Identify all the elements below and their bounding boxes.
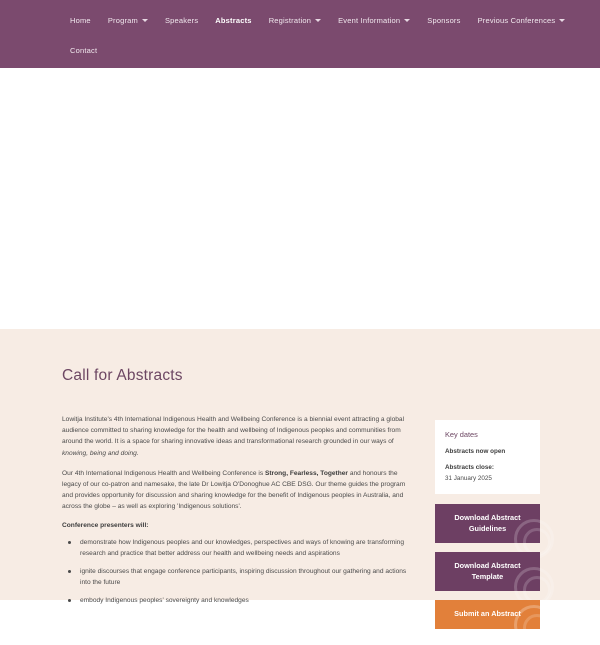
paragraph-text-end: . [136, 449, 139, 457]
nav-item-program[interactable] [108, 16, 148, 25]
button-label: Submit an Abstract [454, 609, 521, 618]
list-item: ignite discourses that engage conference participants, inspiring discussion throughout our gathering and actions into the future [62, 566, 415, 588]
list-item: embody Indigenous peoples' sovereignty and knowledges [62, 595, 415, 606]
nav-item-previous-conferences[interactable] [478, 16, 566, 25]
main-navigation [0, 0, 600, 59]
chevron-down-icon [315, 19, 321, 22]
key-dates-close-date: 31 January 2025 [445, 475, 492, 482]
page-title: Call for Abstracts [62, 367, 183, 384]
paragraph-text-end: and honours the legacy of our co-patron and namesake, the late Dr Lowitja O'Donoghue AC CBE DSG. Our theme guides the program and provides opportunity for discussion and sharing knowledge for the benefit of Indigenous peoples in Australia, and across the globe – as well as exploring 'Indigenous solutions'. [62, 469, 406, 511]
presenters-lead-in: Conference presenters will: [62, 521, 149, 529]
button-label: Download Abstract Template [454, 561, 521, 581]
presenters-list [62, 537, 415, 607]
nav-item-label: Speakers [164, 15, 199, 25]
paragraph-italic-text: knowing, being and doing [62, 449, 137, 457]
nav-item-label: Event Information [338, 15, 401, 25]
download-abstract-template-button[interactable] [435, 552, 540, 591]
circles-decoration-icon [514, 605, 554, 645]
nav-item-label: Registration [268, 15, 312, 25]
intro-paragraph [62, 414, 415, 459]
nav-item-label: Home [70, 15, 91, 25]
submit-an-abstract-button[interactable] [435, 600, 540, 629]
button-label: Download Abstract Guidelines [454, 513, 521, 533]
download-abstract-guidelines-button[interactable] [435, 504, 540, 543]
site-header [0, 0, 600, 68]
nav-item-abstracts[interactable] [215, 16, 251, 25]
nav-item-label: Program [107, 15, 138, 25]
chevron-down-icon [559, 19, 565, 22]
nav-item-event-information[interactable] [338, 16, 410, 25]
key-dates-card [435, 420, 540, 494]
nav-item-label: Contact [70, 45, 98, 55]
nav-item-speakers[interactable] [165, 16, 198, 25]
main-column [62, 367, 415, 638]
theme-paragraph [62, 468, 415, 513]
nav-item-label: Sponsors [427, 15, 461, 25]
theme-name: Strong, Fearless, Together [264, 469, 349, 477]
nav-row-primary [0, 11, 600, 29]
paragraph-text: Our 4th International Indigenous Health and Wellbeing Conference is [62, 469, 265, 477]
nav-row-secondary [0, 41, 600, 59]
chevron-down-icon [404, 19, 410, 22]
hero-banner [0, 68, 600, 329]
key-dates-close-label: Abstracts close: [445, 464, 494, 471]
chevron-down-icon [142, 19, 148, 22]
list-item: demonstrate how Indigenous peoples and our knowledges, perspectives and ways of knowing are transforming research and practice that better address our health and wellbeing needs and aspirations [62, 537, 415, 559]
key-dates-open-status: Abstracts now open [445, 448, 506, 455]
sidebar-column [435, 367, 540, 638]
nav-item-label: Abstracts [215, 15, 252, 25]
nav-item-registration[interactable] [269, 16, 321, 25]
key-dates-title: Key dates [445, 430, 478, 439]
nav-item-label: Previous Conferences [477, 15, 556, 25]
nav-item-contact[interactable] [70, 46, 97, 55]
nav-item-sponsors[interactable] [427, 16, 460, 25]
content-container [0, 329, 600, 638]
nav-item-home[interactable] [70, 16, 91, 25]
abstracts-section [0, 329, 600, 618]
paragraph-text: Lowitja Institute's 4th International Indigenous Health and Wellbeing Conference is a biennial event attracting a global audience committed to sharing knowledge for the health and wellbeing of Indigenous peoples and communities from around the world. It is a space for sharing innovative ideas and transformational research grounded in our ways of [62, 416, 405, 446]
